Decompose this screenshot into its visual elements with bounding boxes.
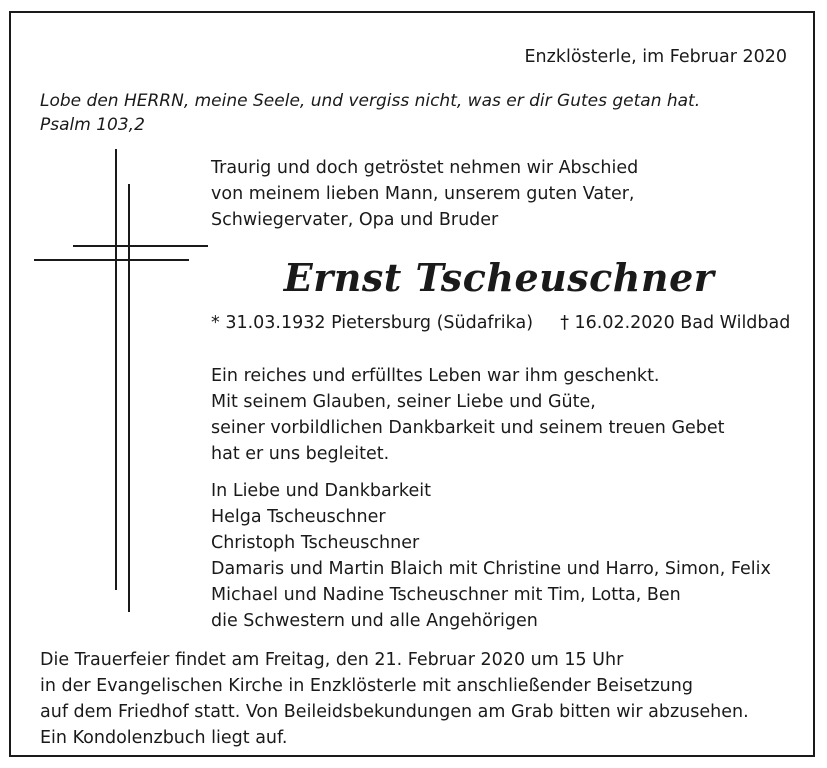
quote-text: Lobe den HERRN, meine Seele, und vergiss nicht, was er dir Gutes getan hat. xyxy=(40,91,701,111)
intro-line: von meinem lieben Mann, unserem guten Vater, xyxy=(211,184,635,204)
ceremony-line: Die Trauerfeier findet am Freitag, den 21. Februar 2020 um 15 Uhr xyxy=(40,650,624,670)
ceremony-info xyxy=(40,647,749,751)
tribute-line: Ein reiches und erfülltes Leben war ihm geschenkt. xyxy=(211,366,660,386)
intro-text xyxy=(211,155,638,233)
family-list xyxy=(211,478,771,634)
place-date: Enzklösterle, im Februar 2020 xyxy=(524,47,787,67)
tribute-line: seiner vorbildlichen Dankbarkeit und seinem treuen Gebet xyxy=(211,418,725,438)
intro-line: Traurig und doch getröstet nehmen wir Abschied xyxy=(211,158,639,178)
intro-line: Schwiegervater, Opa und Bruder xyxy=(211,210,499,230)
deceased-name: Ernst Tscheuschner xyxy=(283,255,715,300)
tribute-line: Mit seinem Glauben, seiner Liebe und Güte, xyxy=(211,392,596,412)
birth-date: * 31.03.1932 Pietersburg (Südafrika) xyxy=(211,313,534,333)
life-dates xyxy=(211,310,790,336)
bible-quote xyxy=(40,89,700,137)
obituary-frame xyxy=(9,11,815,757)
ceremony-line: in der Evangelischen Kirche in Enzklösterle mit anschließender Beisetzung xyxy=(40,676,693,696)
family-line: Michael und Nadine Tscheuschner mit Tim, Lotta, Ben xyxy=(211,585,681,605)
tribute-line: hat er uns begleitet. xyxy=(211,444,390,464)
family-line: Christoph Tscheuschner xyxy=(211,533,420,553)
family-line: Helga Tscheuschner xyxy=(211,507,386,527)
ceremony-line: auf dem Friedhof statt. Von Beileidsbekundungen am Grab bitten wir abzusehen. xyxy=(40,702,749,722)
tribute-text xyxy=(211,363,725,467)
family-line: die Schwestern und alle Angehörigen xyxy=(211,611,538,631)
quote-source: Psalm 103,2 xyxy=(40,115,145,135)
family-line: In Liebe und Dankbarkeit xyxy=(211,481,431,501)
ceremony-line: Ein Kondolenzbuch liegt auf. xyxy=(40,728,288,748)
family-line: Damaris und Martin Blaich mit Christine und Harro, Simon, Felix xyxy=(211,559,771,579)
death-date: † 16.02.2020 Bad Wildbad xyxy=(560,313,791,333)
